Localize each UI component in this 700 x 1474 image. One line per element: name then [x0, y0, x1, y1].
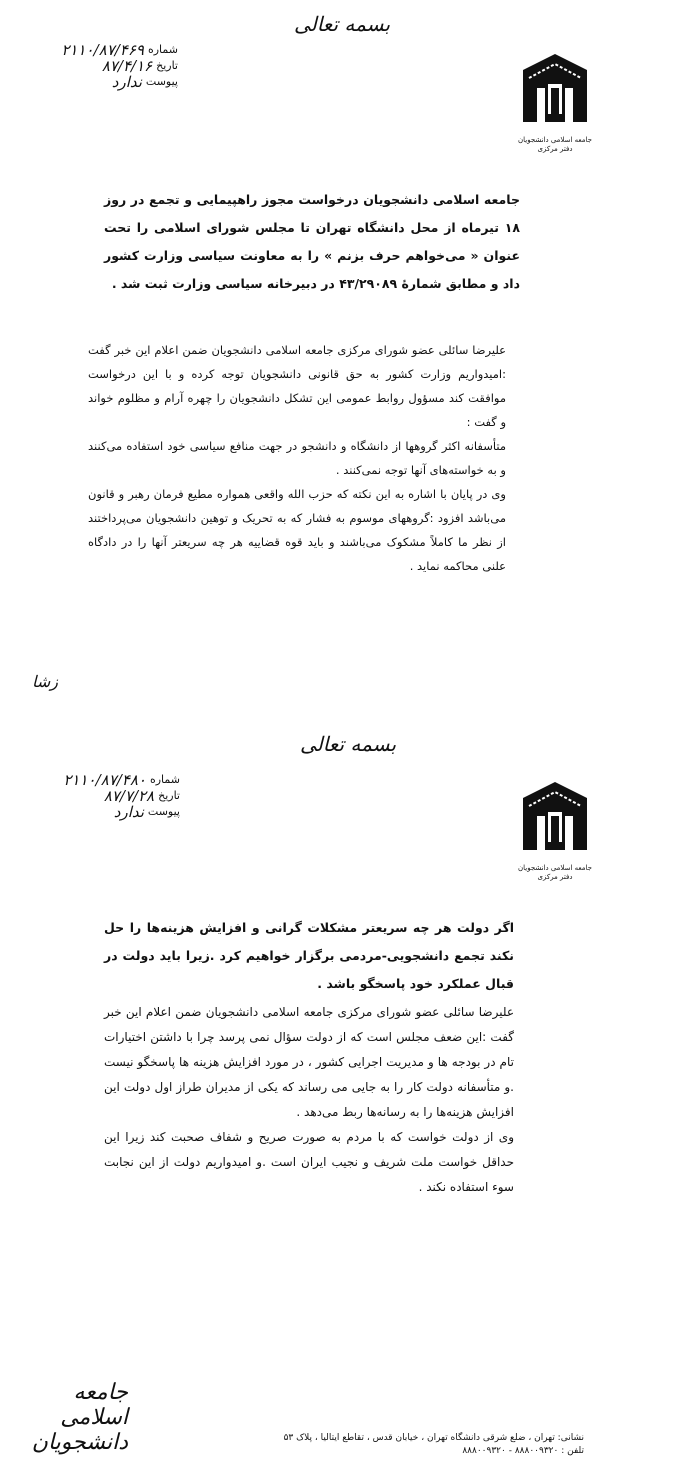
- date-value: ۸۷/۷/۲۸: [103, 787, 155, 805]
- footer-address: نشانی: تهران ، ضلع شرقی دانشگاه تهران ، خیابان قدس ، تقاطع ایتالیا ، پلاک ۵۳: [283, 1433, 584, 1443]
- date-row: [38, 58, 178, 74]
- basmala-heading-1: بسمه تعالی: [293, 12, 391, 36]
- number-value: ۲۱۱۰/۸۷/۴۸۰: [63, 771, 146, 789]
- number-label: شماره: [147, 43, 178, 56]
- letter-meta-2: [40, 772, 180, 820]
- date-value: ۸۷/۴/۱۶: [101, 57, 153, 75]
- attachment-label: پیوست: [147, 805, 180, 818]
- letter2-body-paragraph: علیرضا سائلی عضو شورای مرکزی جامعه اسلامی دانشجویان ضمن اعلام این خبر گفت :این ضعف مجلس است که از دولت سؤال نمی پرسد چرا با داشتن اختیارات تام در بودجه ها و مدیریت اجرایی کشور ، در مورد افزایش هزینه ها پاسخگو نیست .و متأسفانه دولت کار را به جایی می رساند که یکی از مدیران طراز اول دولت این افزایش هزینه‌ها را به رسانه‌ها ربط می‌دهد .: [104, 1005, 514, 1119]
- letter2-body-paragraph: وی از دولت خواست که با مردم به صورت صریح و شفاف صحبت کند زیرا این حداقل خواست ملت شریف و نجیب ایران است .و امیدواریم دولت از این نجابت سوء استفاده نکند .: [104, 1130, 514, 1194]
- organization-signature: جامعه اسلامی دانشجویان: [31, 1380, 128, 1455]
- attachment-row: [38, 74, 178, 90]
- number-value: ۲۱۱۰/۸۷/۴۶۹: [61, 41, 144, 59]
- letter2-body: [104, 1000, 514, 1200]
- footer-phone: تلفن : ۸۸۸۰۰۹۳۲۰ - ۸۸۸۰۰۹۳۲۰: [462, 1446, 584, 1456]
- attachment-row: [40, 804, 180, 820]
- footer-contact: [124, 1432, 584, 1458]
- attachment-value: ندارد: [113, 803, 144, 821]
- letter1-body-paragraph: وی در پایان با اشاره به این نکته که حزب الله واقعی همواره مطیع فرمان رهبر و قانون می‌باشد افزود :گروههای موسوم به فشار که به تحریک و توهین دانشجویان می‌پرداختند از نظر ما کاملاً مشکوک می‌باشند و باید قوه قضاییه هر چه سریعتر آنها را در دادگاه علنی محاکمه نماید .: [88, 487, 506, 573]
- date-row: [40, 788, 180, 804]
- logo-caption-2: جامعه اسلامی دانشجویان دفتر مرکزی: [518, 864, 592, 881]
- letter1-body-paragraph: علیرضا سائلی عضو شورای مرکزی جامعه اسلامی دانشجویان ضمن اعلام این خبر گفت :امیدواریم وزارت کشور به حق قانونی دانشجویان توجه کرده و با این درخواست موافقت کند مسؤول روابط عمومی این تشکل دانشجویان را چهره آرام و مظلوم خواند و گفت :: [88, 343, 506, 429]
- letter1-body: [88, 338, 506, 578]
- date-label: تاریخ: [158, 789, 180, 802]
- arch-logo-icon: [515, 776, 595, 860]
- number-label: شماره: [149, 773, 180, 786]
- number-row: [38, 42, 178, 58]
- letter-meta-1: [38, 42, 178, 90]
- arch-logo-icon: [515, 48, 595, 132]
- letter2-lead-paragraph: اگر دولت هر چه سریعتر مشکلات گرانی و افزایش هزینه‌ها را حل نکند تجمع دانشجویی-مردمی برگزار خواهیم کرد .زیرا باید دولت در قبال عملکرد خود پاسخگو باشد .: [104, 920, 514, 991]
- letter1-lead-paragraph: جامعه اسلامی دانشجویان درخواست مجوز راهپیمایی و تجمع در روز ۱۸ تیرماه از محل دانشگاه تهران تا مجلس شورای اسلامی را تحت عنوان « می‌خواهم حرف بزنم » را به معاونت سیاسی وزارت کشور داد و مطابق شمارهٔ ۴۳/۲۹۰۸۹ در دبیرخانه سیاسی وزارت ثبت شد .: [104, 192, 520, 291]
- basmala-heading-2: بسمه تعالی: [299, 732, 397, 756]
- organization-logo-2: [515, 776, 595, 882]
- margin-mark: زشا: [32, 672, 59, 691]
- date-label: تاریخ: [156, 59, 178, 72]
- logo-caption-1: جامعه اسلامی دانشجویان دفتر مرکزی: [518, 136, 592, 153]
- attachment-value: ندارد: [111, 73, 142, 91]
- attachment-label: پیوست: [145, 75, 178, 88]
- organization-logo-1: [515, 48, 595, 154]
- letter1-body-paragraph: متأسفانه اکثر گروهها از دانشگاه و دانشجو در جهت منافع سیاسی خود استفاده می‌کنند و به خواسته‌های آنها توجه نمی‌کنند .: [88, 439, 506, 477]
- number-row: [40, 772, 180, 788]
